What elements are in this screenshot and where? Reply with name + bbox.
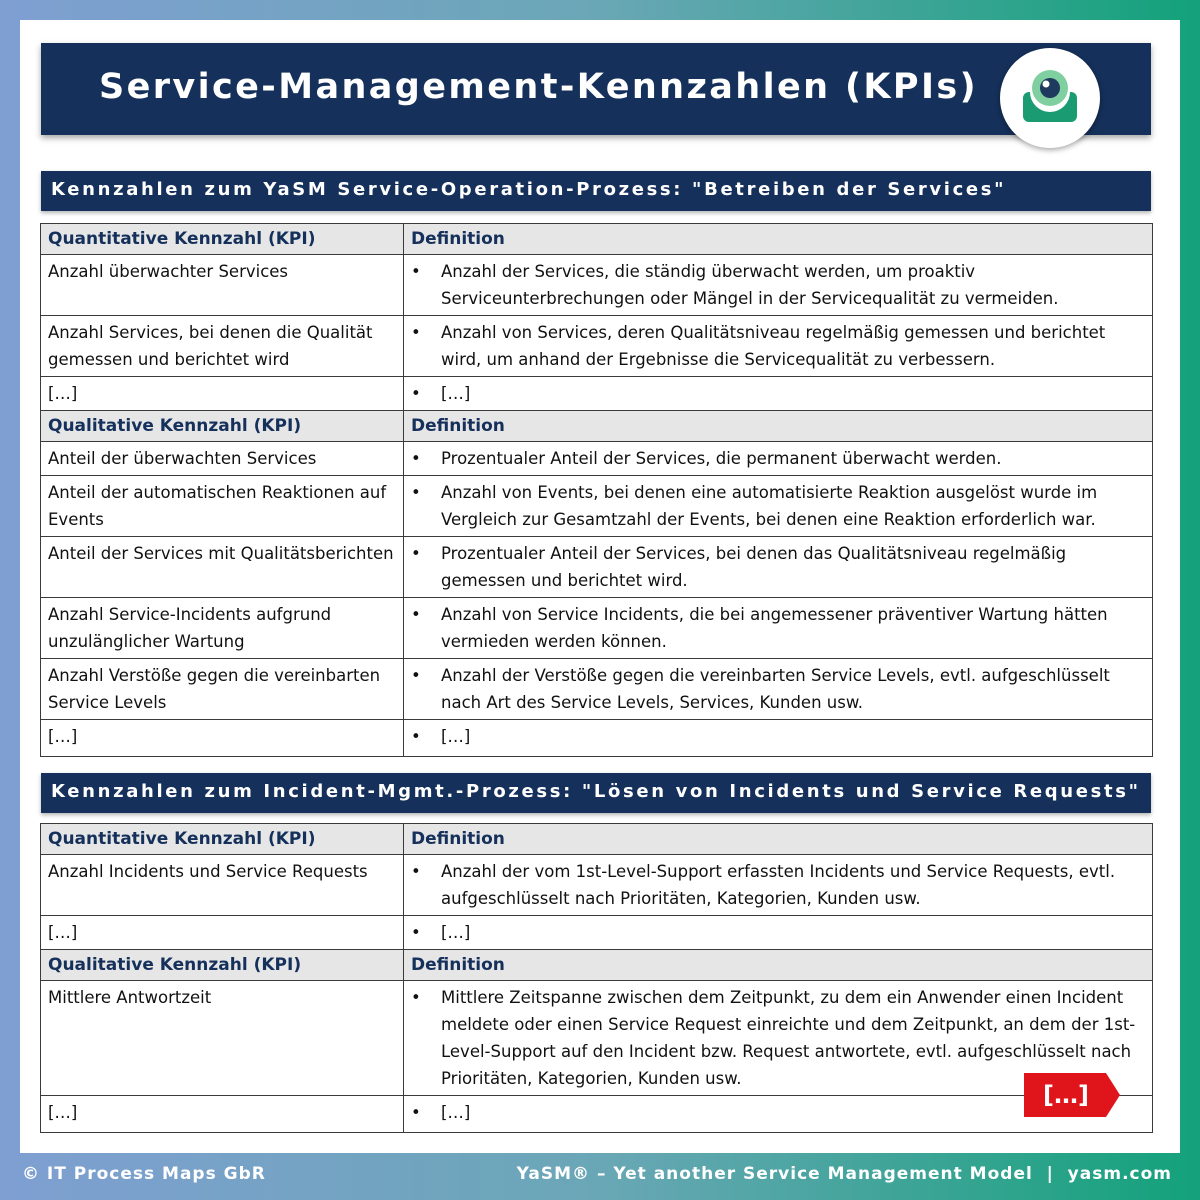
kpi-definition: • […] [404, 1096, 1153, 1133]
table-row [41, 1096, 1153, 1133]
column-header-kpi: Qualitative Kennzahl (KPI) [41, 950, 404, 981]
table-header-row [41, 824, 1153, 855]
kpi-table-incident-management [40, 823, 1153, 1133]
table-header-row [41, 411, 1153, 442]
kpi-definition: • Mittlere Zeitspanne zwischen dem Zeitpunkt, zu dem ein Anwender einen Incident meldete oder einen Service Request einreichte und dem Zeitpunkt, an dem der 1st-Level-Support auf den Incident bzw. Request antwortete, evtl. aufgeschlüsselt nach Prioritäten, Kategorien, Kunden usw. [404, 981, 1153, 1096]
table-row [41, 316, 1153, 377]
table-header-row [41, 950, 1153, 981]
section-title: Kennzahlen zum Incident-Mgmt.-Prozess: "Lösen von Incidents und Service Requests" [51, 781, 1141, 802]
kpi-name: Anzahl überwachter Services [41, 255, 404, 316]
kpi-definition: • Anzahl der vom 1st-Level-Support erfassten Incidents und Service Requests, evtl. aufgeschlüsselt nach Prioritäten, Kategorien, Kunden usw. [404, 855, 1153, 916]
kpi-name: […] [41, 377, 404, 411]
kpi-definition: • Anzahl von Service Incidents, die bei angemessener präventiver Wartung hätten vermieden werden können. [404, 598, 1153, 659]
kpi-definition: • Anzahl der Services, die ständig überwacht werden, um proaktiv Serviceunterbrechungen oder Mängel in der Servicequalität zu vermeiden. [404, 255, 1153, 316]
column-header-kpi: Quantitative Kennzahl (KPI) [41, 224, 404, 255]
footer-copyright: © IT Process Maps GbR [22, 1164, 266, 1184]
section-header-service-operation [41, 171, 1151, 211]
kpi-definition: • […] [404, 377, 1153, 411]
column-header-kpi: Quantitative Kennzahl (KPI) [41, 824, 404, 855]
bullet: • [411, 262, 421, 281]
kpi-name: Anzahl Incidents und Service Requests [41, 855, 404, 916]
column-header-definition: Definition [404, 950, 1153, 981]
section-title: Kennzahlen zum YaSM Service-Operation-Prozess: "Betreiben der Services" [51, 179, 1007, 200]
kpi-definition: • Anzahl der Verstöße gegen die vereinbarten Service Levels, evtl. aufgeschlüsselt nach Art des Service Levels, Services, Kunden usw. [404, 659, 1153, 720]
bullet: • [411, 449, 421, 468]
kpi-definition: • Prozentualer Anteil der Services, die permanent überwacht werden. [404, 442, 1153, 476]
table-row [41, 377, 1153, 411]
kpi-name: Anteil der Services mit Qualitätsberichten [41, 537, 404, 598]
table-row [41, 537, 1153, 598]
bullet: • [411, 483, 421, 502]
kpi-definition: • […] [404, 916, 1153, 950]
bullet: • [411, 923, 421, 942]
table-row [41, 981, 1153, 1096]
bullet: • [411, 988, 421, 1007]
yasm-eye-logo-icon [1000, 48, 1100, 148]
kpi-name: Anzahl Verstöße gegen die vereinbarten Service Levels [41, 659, 404, 720]
more-arrow-badge[interactable] [1024, 1073, 1120, 1117]
kpi-definition: • Prozentualer Anteil der Services, bei denen das Qualitätsniveau regelmäßig gemessen und berichtet wird. [404, 537, 1153, 598]
bullet: • [411, 1103, 421, 1122]
column-header-kpi: Qualitative Kennzahl (KPI) [41, 411, 404, 442]
column-header-definition: Definition [404, 224, 1153, 255]
bullet: • [411, 323, 421, 342]
kpi-definition: • Anzahl von Events, bei denen eine automatisierte Reaktion ausgelöst wurde im Vergleich zur Gesamtzahl der Events, bei denen eine Reaktion erforderlich war. [404, 476, 1153, 537]
bullet: • [411, 666, 421, 685]
column-header-definition: Definition [404, 824, 1153, 855]
kpi-definition: • Anzahl von Services, deren Qualitätsniveau regelmäßig gemessen und berichtet wird, um anhand der Ergebnisse die Servicequalität zu verbessern. [404, 316, 1153, 377]
kpi-name: […] [41, 720, 404, 757]
table-row [41, 720, 1153, 757]
kpi-name: Anteil der überwachten Services [41, 442, 404, 476]
kpi-name: Anzahl Services, bei denen die Qualität gemessen und berichtet wird [41, 316, 404, 377]
table-row [41, 442, 1153, 476]
kpi-name: Anteil der automatischen Reaktionen auf Events [41, 476, 404, 537]
kpi-name: Anzahl Service-Incidents aufgrund unzulänglicher Wartung [41, 598, 404, 659]
table-row [41, 855, 1153, 916]
table-row [41, 916, 1153, 950]
more-badge-label: […] [1043, 1081, 1089, 1109]
table-row [41, 255, 1153, 316]
bullet: • [411, 605, 421, 624]
page-title: Service-Management-Kennzahlen (KPIs) [99, 67, 979, 107]
table-row [41, 476, 1153, 537]
content-card [20, 20, 1180, 1153]
column-header-definition: Definition [404, 411, 1153, 442]
bullet: • [411, 862, 421, 881]
kpi-name: […] [41, 1096, 404, 1133]
bullet: • [411, 384, 421, 403]
table-row [41, 598, 1153, 659]
kpi-table-service-operation [40, 223, 1153, 757]
table-header-row [41, 224, 1153, 255]
table-row [41, 659, 1153, 720]
kpi-name: Mittlere Antwortzeit [41, 981, 404, 1096]
kpi-definition: • […] [404, 720, 1153, 757]
kpi-name: […] [41, 916, 404, 950]
bullet: • [411, 544, 421, 563]
footer-model-link[interactable]: YaSM® – Yet another Service Management Model | yasm.com [516, 1164, 1172, 1184]
bullet: • [411, 727, 421, 746]
title-bar [41, 43, 1151, 135]
section-header-incident-management [41, 773, 1151, 813]
